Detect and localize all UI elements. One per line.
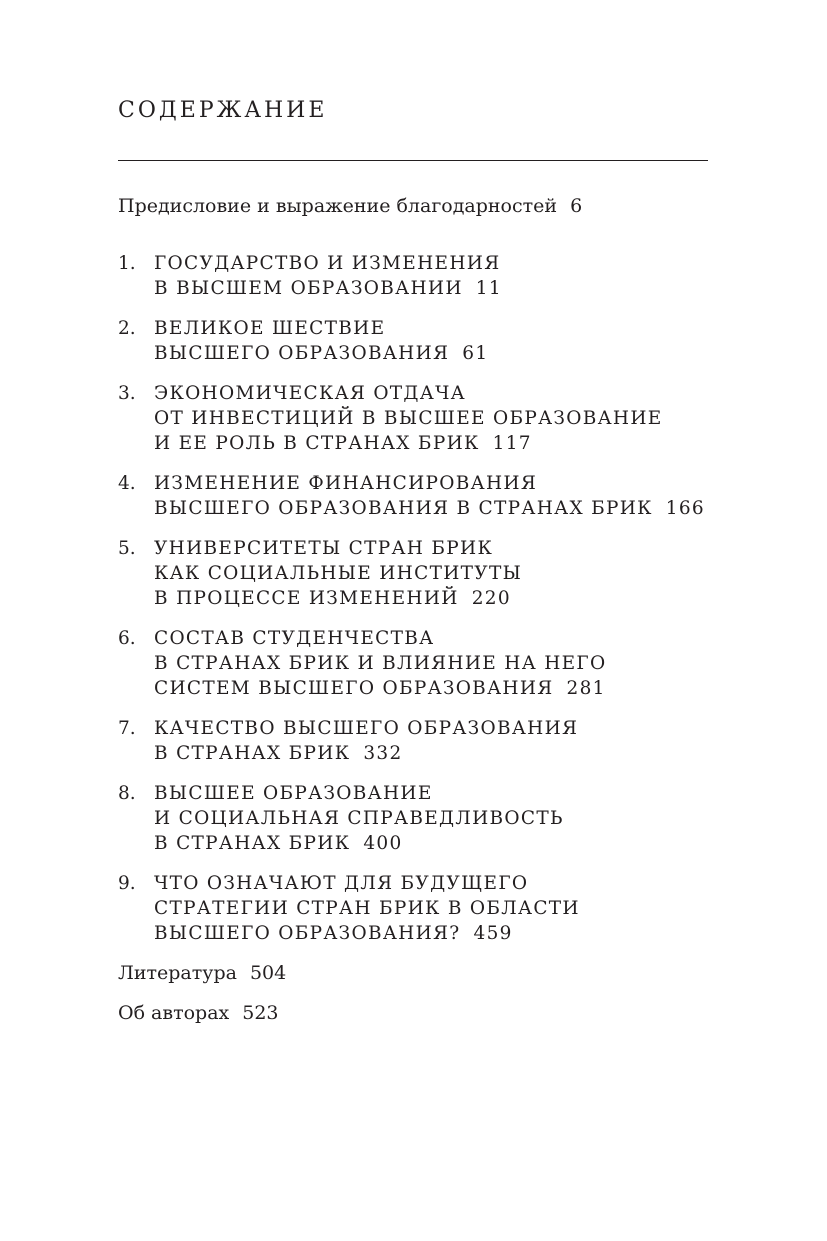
page-number: 281 (566, 678, 606, 699)
title-divider (118, 160, 708, 161)
toc-entry-chapter-2[interactable] (118, 316, 798, 366)
chapter-title-line: УНИВЕРСИТЕТЫ СТРАН БРИК (154, 538, 494, 559)
chapter-title-line: СТРАТЕГИИ СТРАН БРИК В ОБЛАСТИ (154, 898, 580, 919)
chapter-title-line: ВЫСШЕГО ОБРАЗОВАНИЯ? (154, 923, 461, 944)
chapter-title-line: В СТРАНАХ БРИК (154, 833, 351, 854)
toc-entry-chapter-4[interactable] (118, 471, 798, 521)
page-number: 117 (492, 433, 532, 454)
toc-entry-chapter-1[interactable] (118, 251, 798, 301)
chapter-title-line: ИЗМЕНЕНИЕ ФИНАНСИРОВАНИЯ (154, 473, 538, 494)
toc-entry-chapter-5[interactable] (118, 536, 798, 611)
toc-entry-about-authors[interactable] (118, 1001, 798, 1026)
entry-title: Литература (118, 962, 237, 984)
chapter-title-line: В СТРАНАХ БРИК (154, 743, 351, 764)
page-number: 400 (363, 833, 403, 854)
entry-title: Предисловие и выражение благодарностей (118, 195, 558, 217)
page-title: СОДЕРЖАНИЕ (118, 98, 328, 123)
chapter-number: 8. (118, 783, 136, 804)
chapter-title-line: КАК СОЦИАЛЬНЫЕ ИНСТИТУТЫ (154, 563, 523, 584)
toc-entry-chapter-7[interactable] (118, 716, 798, 766)
chapter-title-line: ГОСУДАРСТВО И ИЗМЕНЕНИЯ (154, 253, 501, 274)
chapter-number: 5. (118, 538, 136, 559)
chapter-title-line: ВЕЛИКОЕ ШЕСТВИЕ (154, 318, 386, 339)
chapter-title-line: СОСТАВ СТУДЕНЧЕСТВА (154, 628, 435, 649)
chapter-title-line: ЧТО ОЗНАЧАЮТ ДЛЯ БУДУЩЕГО (154, 873, 529, 894)
chapter-title-line: В ВЫСШЕМ ОБРАЗОВАНИИ (154, 278, 463, 299)
chapter-list (118, 251, 798, 946)
chapter-number: 7. (118, 718, 136, 739)
page-number: 504 (249, 962, 287, 984)
toc-entry-preface[interactable] (118, 194, 798, 219)
page-number: 11 (475, 278, 502, 299)
chapter-number: 2. (118, 318, 136, 339)
table-of-contents (118, 194, 798, 1041)
chapter-title-line: И СОЦИАЛЬНАЯ СПРАВЕДЛИВОСТЬ (154, 808, 564, 829)
chapter-title-line: ВЫСШЕГО ОБРАЗОВАНИЯ (154, 343, 450, 364)
page-number: 220 (471, 588, 511, 609)
chapter-title-line: СИСТЕМ ВЫСШЕГО ОБРАЗОВАНИЯ (154, 678, 554, 699)
toc-entry-chapter-9[interactable] (118, 871, 798, 946)
chapter-title-line: ЭКОНОМИЧЕСКАЯ ОТДАЧА (154, 383, 466, 404)
toc-entry-chapter-8[interactable] (118, 781, 798, 856)
chapter-number: 9. (118, 873, 136, 894)
page-number: 166 (665, 498, 706, 519)
page-number: 332 (363, 743, 403, 764)
chapter-number: 1. (118, 253, 136, 274)
chapter-number: 3. (118, 383, 136, 404)
page-number: 6 (570, 195, 583, 217)
page-number: 459 (473, 923, 513, 944)
chapter-title-line: В ПРОЦЕССЕ ИЗМЕНЕНИЙ (154, 588, 459, 609)
toc-entry-references[interactable] (118, 961, 798, 986)
chapter-title-line: ВЫСШЕЕ ОБРАЗОВАНИЕ (154, 783, 433, 804)
chapter-title-line: ВЫСШЕГО ОБРАЗОВАНИЯ В СТРАНАХ БРИК (154, 498, 653, 519)
toc-entry-chapter-6[interactable] (118, 626, 798, 701)
chapter-title-line: И ЕЕ РОЛЬ В СТРАНАХ БРИК (154, 433, 480, 454)
entry-title: Об авторах (118, 1002, 230, 1024)
chapter-title-line: ОТ ИНВЕСТИЦИЙ В ВЫСШЕЕ ОБРАЗОВАНИЕ (154, 408, 663, 429)
chapter-title-line: В СТРАНАХ БРИК И ВЛИЯНИЕ НА НЕГО (154, 653, 607, 674)
chapter-number: 6. (118, 628, 136, 649)
chapter-title-line: КАЧЕСТВО ВЫСШЕГО ОБРАЗОВАНИЯ (154, 718, 579, 739)
page-number: 523 (242, 1002, 279, 1024)
page-number: 61 (462, 343, 489, 364)
toc-entry-chapter-3[interactable] (118, 381, 798, 456)
chapter-number: 4. (118, 473, 136, 494)
